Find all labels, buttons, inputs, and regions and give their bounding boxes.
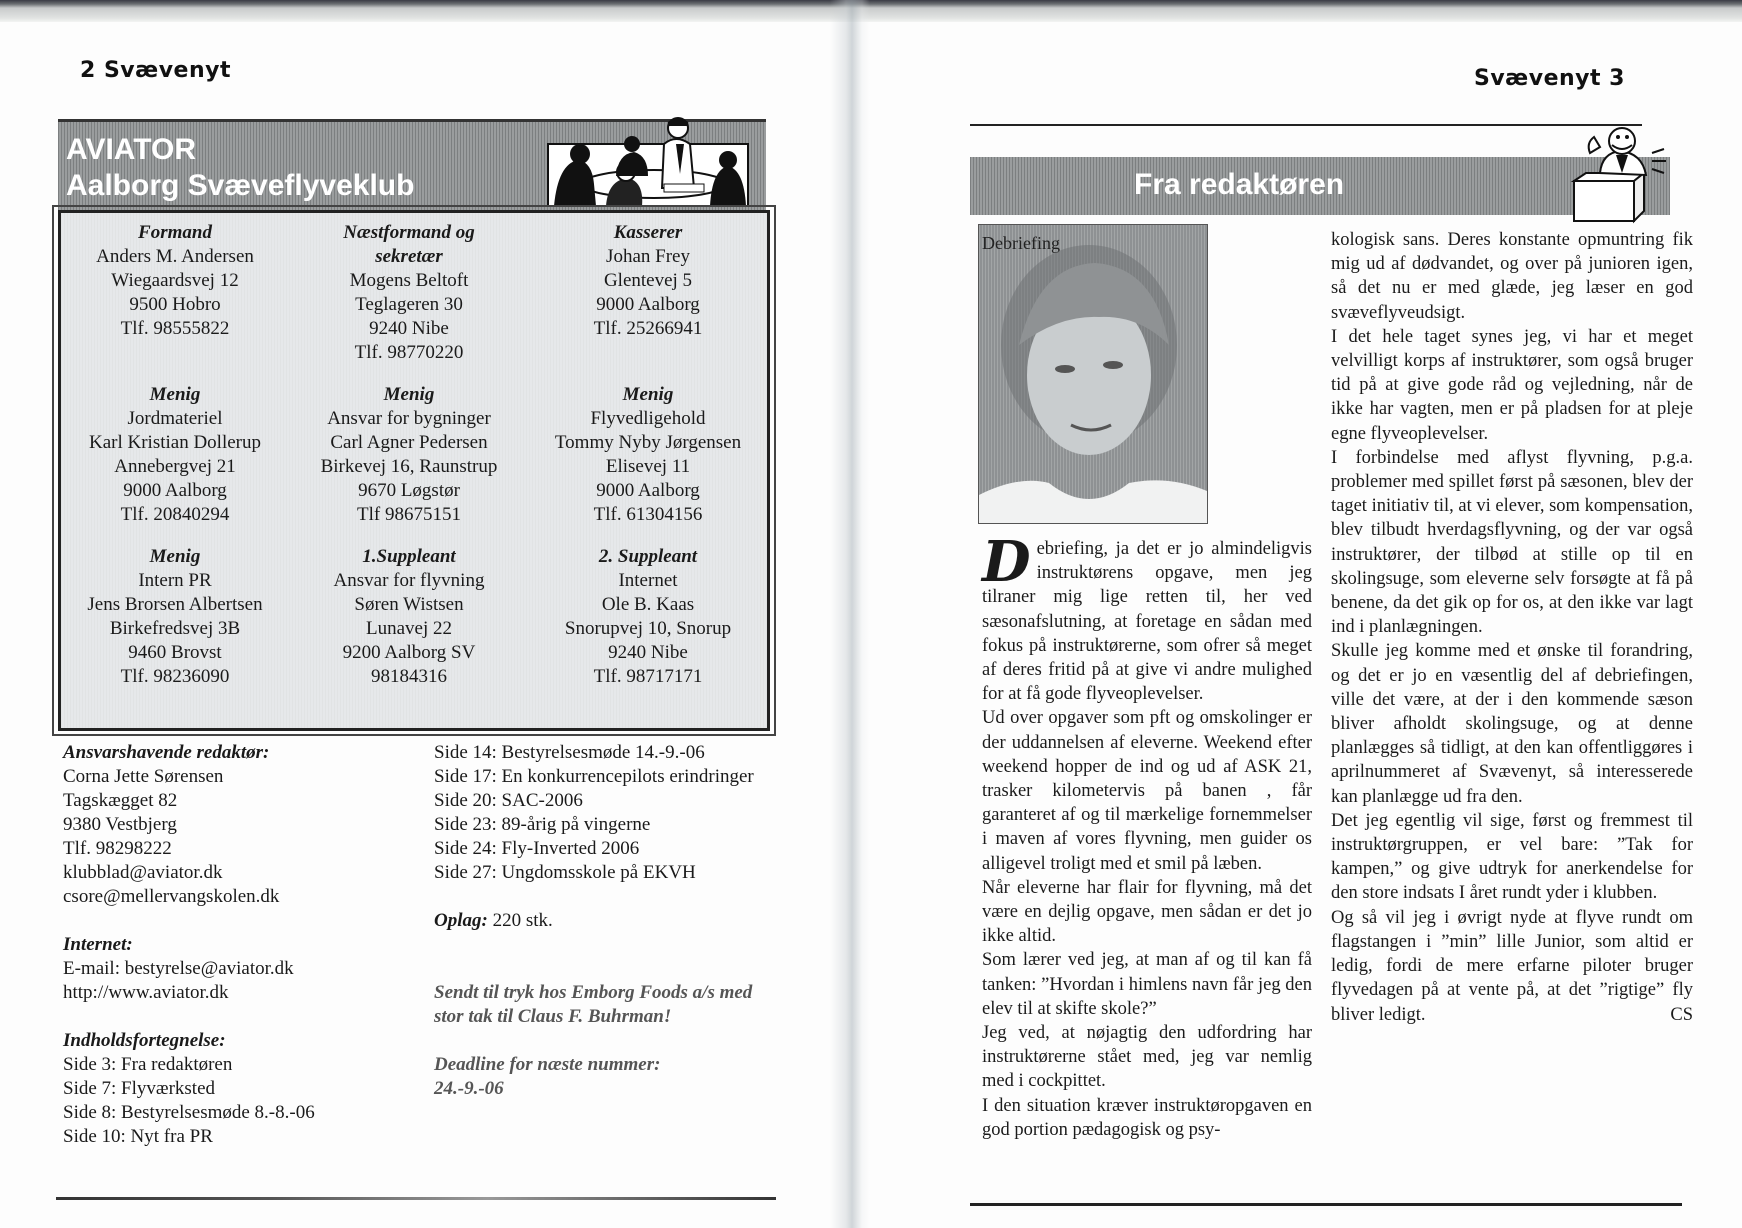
- member-line: Tommy Nyby Jørgensen: [554, 432, 742, 453]
- member-line: Jens Brorsen Albertsen: [87, 594, 263, 615]
- bottom-rule-right: [970, 1203, 1682, 1206]
- member-line: Tlf. 98236090: [120, 666, 230, 687]
- editor-name: Corna Jette Sørensen: [63, 766, 224, 787]
- meeting-illustration-icon: [544, 114, 750, 208]
- deadline-block: [434, 1053, 764, 1101]
- photo-caption: Debriefing: [982, 233, 1060, 253]
- contents-item: Side 17: En konkurrencepilots erindringer: [434, 766, 754, 787]
- member-line: Wiegaardsvej 12: [111, 270, 239, 291]
- editor-street: Tagskægget 82: [63, 790, 178, 811]
- member-line: Anders M. Andersen: [96, 246, 254, 267]
- member-line: Birkefredsvej 3B: [109, 618, 241, 639]
- portrait-image: [979, 225, 1207, 523]
- section-banner: [970, 157, 1670, 215]
- member-card: [61, 221, 289, 365]
- internet-block: [63, 933, 423, 1005]
- article-paragraph: I den situation kræver instruktøropgaven en god portion pædagogisk og psy-: [982, 1095, 1312, 1140]
- dropcap-letter: D: [982, 529, 1031, 595]
- member-card: [529, 545, 767, 689]
- member-line: Ole B. Kaas: [601, 594, 695, 615]
- contents-item: Side 23: 89-årig på vingerne: [434, 814, 651, 835]
- member-card: [289, 383, 529, 527]
- club-name-line1: AVIATOR: [66, 133, 197, 166]
- member-line: Snorupvej 10, Snorup: [564, 618, 732, 639]
- member-line: 9000 Aalborg: [596, 480, 700, 501]
- board-members-grid: [61, 221, 767, 689]
- member-line: 98184316: [371, 666, 447, 687]
- editor-heading: Ansvarshavende redaktør:: [63, 742, 270, 763]
- deadline-value: 24.-9.-06: [434, 1078, 504, 1099]
- member-line: Ansvar for bygninger: [327, 408, 491, 429]
- article-paragraph: Skulle jeg komme med et ønske til forandring, og det er jo en væsentlig del af debriefingen, ville det være, at der i den kommende sæson bliver afholdt skolingsuge, og at denne planlægges så tidligt, at den kan offentliggøres i aprilnummeret af Svævenyt, så interesserede kan planlægge ud fra den.: [1331, 641, 1693, 807]
- contents-item: Side 7: Flyværksted: [63, 1078, 216, 1099]
- member-line: Tlf. 25266941: [593, 318, 703, 339]
- board-members-box: [58, 210, 770, 731]
- member-card: [289, 545, 529, 689]
- member-line: Glentevej 5: [603, 270, 693, 291]
- member-card: [529, 221, 767, 365]
- colophon-left: [63, 741, 423, 1173]
- member-line: Intern PR: [138, 570, 212, 591]
- editor-block: [63, 741, 423, 909]
- contents-item: Side 27: Ungdomsskole på EKVH: [434, 862, 696, 883]
- member-line: Carl Agner Pedersen: [330, 432, 488, 453]
- editor-cartoon-icon: [1560, 123, 1670, 227]
- article-column-1: [982, 529, 1312, 1142]
- member-line: Annebergvej 21: [114, 456, 236, 477]
- article-paragraph: Det jeg egentlig vil sige, først og fremmest til instruktørgruppen, er vel bare: ”Tak for kampen,” og give udtryk for anerkendelse for den store indsats I året rundt yder i klubben.: [1331, 810, 1693, 904]
- member-line: 9240 Nibe: [608, 642, 688, 663]
- paragraph-text: ebriefing, ja det er jo almindeligvis instruktørens opgave, men jeg tilraner mig lige retten til, her ved sæsonafslutning, at foretage en sådan med fokus på instruktørerne, som ofrer så meget af deres fritid på at give vi andre mulighed for at få gode flyveoplevelser.: [982, 539, 1312, 705]
- internet-url: http://www.aviator.dk: [63, 982, 229, 1003]
- contents-item: Side 24: Fly-Inverted 2006: [434, 838, 640, 859]
- editor-email-1: klubblad@aviator.dk: [63, 862, 223, 883]
- member-line: Tlf. 61304156: [593, 504, 703, 525]
- member-card: [289, 221, 529, 365]
- member-line: Elisevej 11: [605, 456, 691, 477]
- contents-item: Side 8: Bestyrelsesmøde 8.-8.-06: [63, 1102, 315, 1123]
- member-role: Menig: [149, 384, 201, 405]
- member-line: Tlf. 20840294: [120, 504, 230, 525]
- contents-item: Side 14: Bestyrelsesmøde 14.-9.-06: [434, 742, 705, 763]
- member-line: Lunavej 22: [365, 618, 452, 639]
- member-card: [529, 383, 767, 527]
- member-line: Tlf. 98770220: [354, 342, 464, 363]
- article-paragraph: [982, 529, 1312, 706]
- internet-heading: Internet:: [63, 934, 133, 955]
- running-head-right: Svævenyt 3: [1474, 66, 1625, 91]
- contents-continued: [434, 741, 764, 885]
- member-line: Ansvar for flyvning: [333, 570, 485, 591]
- circulation-block: [434, 909, 764, 933]
- editor-email-2: csore@mellervangskolen.dk: [63, 886, 280, 907]
- circulation-label: Oplag:: [434, 910, 488, 931]
- member-line: Jordmateriel: [127, 408, 223, 429]
- member-line: Tlf. 98717171: [593, 666, 703, 687]
- member-line: 9200 Aalborg SV: [342, 642, 476, 663]
- article-paragraph: kologisk sans. Deres konstante opmuntring fik mig ud af dødvandet, og over på junioren igen, så det nu er med glæde, jeg læser en god svæveflyveudsigt.: [1331, 230, 1693, 323]
- club-banner: [58, 119, 766, 212]
- member-line: Tlf 98675151: [357, 504, 461, 525]
- article-paragraph: I det hele taget synes jeg, vi har et meget velvilligt korps af instruktører, som også bruger tid på at give gode råd og vejledning, når de ikke har vagten, men er på pladsen for at pleje egne flyveoplevelser.: [1331, 326, 1693, 444]
- member-line: Internet: [618, 570, 678, 591]
- member-role: Formand: [138, 222, 212, 243]
- article-paragraph: Ud over opgaver som pft og omskolinger er der uddannelsen af eleverne. Weekend efter weekend hopper de ind og ud af ASK 21, trasker kilometervis på banen , får garanteret af og til mærkelige fornemmelser i maven af vores flyvning, men guider os alligevel troligt med et smil på læben.: [982, 708, 1312, 874]
- member-role: Menig: [149, 546, 201, 567]
- member-line: Flyvedligehold: [590, 408, 706, 429]
- article-paragraph: I forbindelse med aflyst flyvning, p.g.a. problemer med spillet først på sæsonen, blev der taget initiativ til, at vi elever, som kompensation, blev tilbudt hverdagsflyvning, og der var også instruktører, der tilbød at stille op til en skolingsuge, som eleverne selv forsøgte at få på benene, da det gik op for os, at den ikke var lagt ind i planlægningen.: [1331, 447, 1693, 638]
- member-line: 9240 Nibe: [369, 318, 449, 339]
- member-role: Menig: [383, 384, 435, 405]
- member-card: [61, 383, 289, 527]
- member-role: 2. Suppleant: [598, 546, 698, 567]
- closing-paragraph: [1331, 906, 1693, 1027]
- club-banner-title: [66, 132, 414, 204]
- article-paragraph: Som lærer ved jeg, at man af og til kan få tanken: ”Hvordan i himlens navn får jeg den elev til at skifte skole?”: [982, 950, 1312, 1019]
- member-line: 9500 Hobro: [129, 294, 221, 315]
- contents-heading: Indholdsfortegnelse:: [63, 1030, 226, 1051]
- member-line: 9000 Aalborg: [123, 480, 227, 501]
- member-line: Karl Kristian Dollerup: [88, 432, 261, 453]
- article-column-2: [1331, 228, 1693, 1027]
- section-title: Fra redaktøren: [1134, 168, 1345, 201]
- member-line: Johan Frey: [606, 246, 690, 267]
- member-line: 9460 Brovst: [128, 642, 222, 663]
- member-role: Næstformand og sekretær: [343, 222, 475, 267]
- member-line: Mogens Beltoft: [349, 270, 469, 291]
- member-role: 1.Suppleant: [362, 546, 456, 567]
- signature: CS: [1670, 1004, 1693, 1025]
- top-rule-right: [970, 124, 1642, 126]
- member-card: [61, 545, 289, 689]
- member-role: Kasserer: [613, 222, 683, 243]
- member-line: 9670 Løgstør: [358, 480, 460, 501]
- circulation-value: 220 stk.: [492, 910, 553, 931]
- contents-item: Side 10: Nyt fra PR: [63, 1126, 213, 1147]
- author-photo: [978, 224, 1208, 524]
- article-paragraph: Når eleverne har flair for flyvning, må det være en dejlig opgave, men sådan er det jo ikke altid.: [982, 877, 1312, 947]
- member-line: Birkevej 16, Raunstrup: [320, 456, 498, 477]
- right-page: [870, 0, 1742, 1228]
- member-line: 9000 Aalborg: [596, 294, 700, 315]
- deadline-label: Deadline for næste nummer:: [434, 1054, 661, 1075]
- editor-phone: Tlf. 98298222: [63, 838, 172, 859]
- member-role: Menig: [622, 384, 674, 405]
- contents-block: [63, 1029, 423, 1149]
- colophon-right: [434, 741, 764, 1125]
- book-spine-shadow: [830, 0, 870, 1228]
- member-line: Søren Wistsen: [354, 594, 464, 615]
- editor-city: 9380 Vestbjerg: [63, 814, 177, 835]
- article-paragraph: Jeg ved, at nøjagtig den udfordring har instruktørerne stået med, jeg var nemlig med i cockpittet.: [982, 1023, 1312, 1092]
- club-name-line2: Aalborg Svæveflyveklub: [66, 169, 415, 202]
- contents-item: Side 20: SAC-2006: [434, 790, 583, 811]
- printer-note: Sendt til tryk hos Emborg Foods a/s med stor tak til Claus F. Buhrman!: [434, 982, 753, 1027]
- internet-email: E-mail: bestyrelse@aviator.dk: [63, 958, 294, 979]
- running-head-left: 2 Svævenyt: [80, 58, 231, 83]
- contents-item: Side 3: Fra redaktøren: [63, 1054, 233, 1075]
- left-page: [0, 0, 830, 1228]
- member-line: Tlf. 98555822: [120, 318, 230, 339]
- paragraph-text: Og så vil jeg i øvrigt nyde at flyve rundt om flagstangen i ”min” lille Junior, som altid er ledig, fordi de mere erfarne piloter bruger flyvedagen på at vente på, at det ”rigtige” fly bliver ledigt.: [1331, 907, 1693, 1025]
- member-line: Teglageren 30: [355, 294, 463, 315]
- bottom-rule-left: [56, 1197, 776, 1200]
